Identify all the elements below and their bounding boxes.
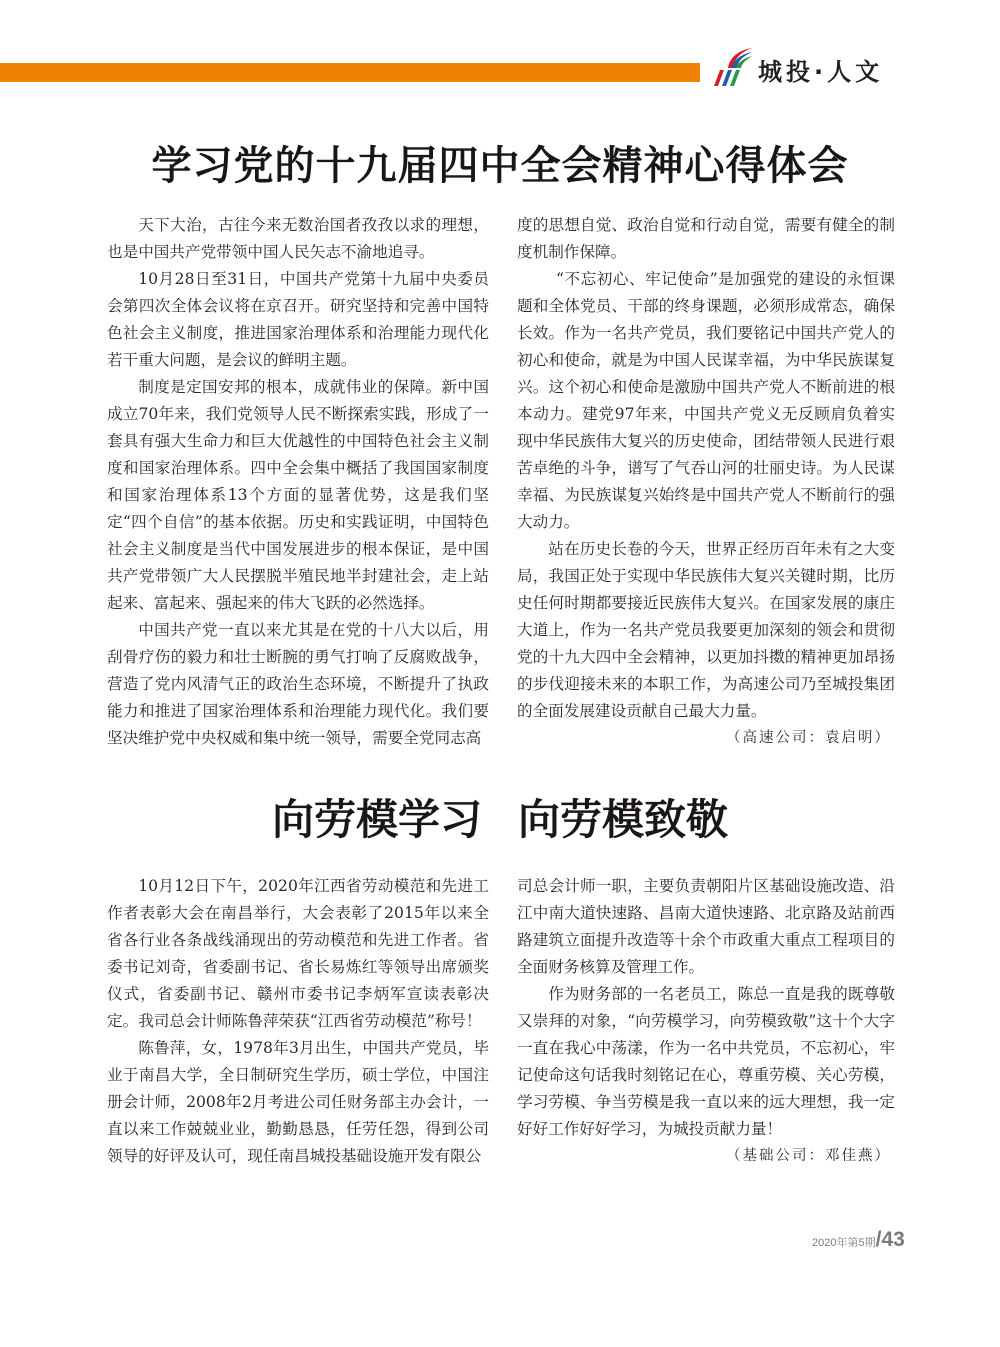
article1-title: 学习党的十九届四中全会精神心得体会 [151, 143, 849, 189]
article1-byline: （高速公司：袁启明） [726, 730, 891, 746]
article1-paragraph: “不忘初心、牢记使命”是加强党的建设的永恒课题和全体党员、干部的终身课题，必须形成常态，确保长效。作为一名共产党员，我们要铭记中国共产党人的初心和使命，就是为中国人民谋幸福，为中华民族谋复兴。这个初心和使命是激励中国共产党人不断前进的根本动力。建党97年来，中国共产党义无反顾肩负着实现中华民族伟大复兴的历史使命，团结带领人民进行艰苦卓绝的斗争，谱写了气吞山河的壮丽史诗。为人民谋幸福、为民族谋复兴始终是中国共产党人不断前行的强大动力。 [517, 270, 895, 531]
article2-title [0, 793, 1000, 847]
article2-paragraph: 陈鲁萍，女，1978年3月出生，中国共产党员，毕业于南昌大学，全日制研究生学历，硕士学位，中国注册会计师，2008年2月考进公司任财务部主办会计，一直以来工作兢兢业业，勤勤恳恳，任劳任怨，得到公司领导的好评及认可，现任南昌城投基础设施开发有限公 [107, 1039, 489, 1165]
article1-paragraph: 10月28日至31日，中国共产党第十九届中央委员会第四次全体会议将在京召开。研究坚持和完善中国特色社会主义制度，推进国家治理体系和治理能力现代化若干重大问题，是会议的鲜明主题。 [107, 270, 489, 369]
article2-paragraph: 10月12日下午，2020年江西省劳动模范和先进工作者表彰大会在南昌举行，大会表彰了2015年以来全省各行业各条战线涌现出的劳动模范和先进工作者。省委书记刘奇，省委副书记、省长易炼红等领导出席颁奖仪式，省委副书记、赣州市委书记李炳军宣读表彰决定。我司总会计师陈鲁萍荣获“江西省劳动模范”称号！ [107, 877, 489, 1030]
article2-paragraph: 作为财务部的一名老员工，陈总一直是我的既尊敬又崇拜的对象，“向劳模学习，向劳模致敬”这十个大字一直在我心中荡漾，作为一名中共党员，不忘初心，牢记使命这句话我时刻铭记在心，尊重劳模、关心劳模，学习劳模、争当劳模是我一直以来的远大理想，我一定好好工作好好学习，为城投贡献力量！ [517, 985, 895, 1138]
article2-title-part2: 向劳模致敬 [518, 795, 729, 844]
article2-right-column [517, 873, 895, 1170]
article2-paragraph: 司总会计师一职，主要负责朝阳片区基础设施改造、沿江中南大道快速路、昌南大道快速路、北京路及站前西路建筑立面提升改造等十余个市政重大重点工程项目的全面财务核算及管理工作。 [517, 877, 895, 976]
article2-title-part1: 向劳模学习 [271, 795, 482, 844]
article1-paragraph: 站在历史长卷的今天，世界正经历百年未有之大变局，我国正处于实现中华民族伟大复兴关键时期，比历史任何时期都要接近民族伟大复兴。在国家发展的康庄大道上，作为一名共产党员我要更加深刻的领会和贯彻党的十九大四中全会精神，以更加抖擞的精神更加昂扬的步伐迎接未来的本职工作，为高速公司乃至城投集团的全面发展建设贡献自己最大力量。 [517, 540, 895, 720]
section-name: 城投·人文 [758, 58, 884, 86]
article1-paragraph: 度的思想自觉、政治自觉和行动自觉，需要有健全的制度机制作保障。 [517, 216, 895, 261]
page-number: 43 [881, 1228, 905, 1251]
header-accent-bar [0, 63, 700, 82]
folio-separator: / [875, 1228, 882, 1251]
article1-paragraph: 中国共产党一直以来尤其是在党的十八大以后，用刮骨疗伤的毅力和壮士断腕的勇气打响了反腐败战争，营造了党内风清气正的政治生态环境，不断提升了执政能力和推进了国家治理体系和治理能力现代化。我们要坚决维护党中央权威和集中统一领导，需要全党同志高 [107, 621, 489, 747]
chengtou-logo-icon [708, 46, 754, 88]
issue-label: 2020年第5期 [812, 1237, 876, 1249]
article1-left-column [107, 212, 489, 752]
article1-right-column [517, 212, 895, 752]
article1-paragraph: 天下大治，古往今来无数治国者孜孜以求的理想，也是中国共产党带领中国人民矢志不渝地追寻。 [107, 216, 489, 261]
page-folio [812, 1228, 905, 1252]
article2-left-column [107, 873, 489, 1170]
article2-byline: （基础公司：邓佳燕） [726, 1148, 891, 1164]
article1-paragraph: 制度是定国安邦的根本，成就伟业的保障。新中国成立70年来，我们党领导人民不断探索实践，形成了一套具有强大生命力和巨大优越性的中国特色社会主义制度和国家治理体系。四中全会集中概括了我国国家制度和国家治理体系13个方面的显著优势，这是我们坚定“四个自信”的基本依据。历史和实践证明，中国特色社会主义制度是当代中国发展进步的根本保证，是中国共产党带领广大人民摆脱半殖民地半封建社会，走上站起来、富起来、强起来的伟大飞跃的必然选择。 [107, 378, 489, 612]
